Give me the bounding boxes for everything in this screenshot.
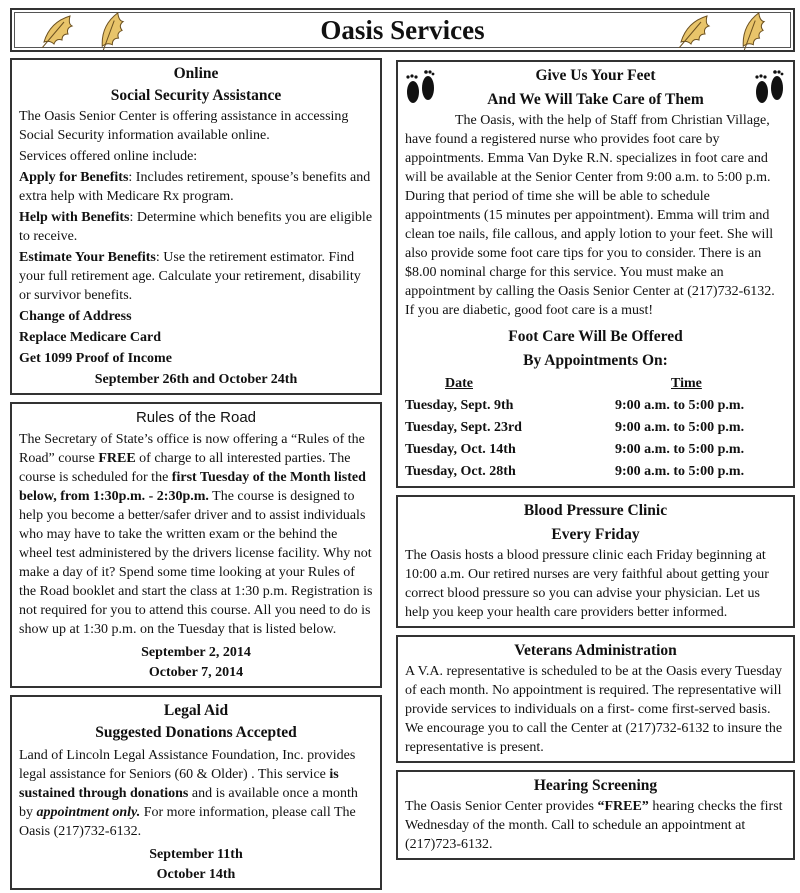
va-body: A V.A. representative is scheduled to be at the Oasis every Tuesday of each month. No appointment is required. The representative will provide services to individuals on a first- come first-served basis. We encourage you to call the Center at (217)732-6132 to insure the representative is present. bbox=[405, 664, 783, 755]
section-subtitle: And We Will Take Care of Them bbox=[487, 91, 704, 108]
page-title: Oasis Services bbox=[320, 15, 485, 45]
section-subtitle: Suggested Donations Accepted bbox=[95, 724, 297, 741]
intro-text: The Oasis Senior Center is offering assistance in accessing Social Security information available online. bbox=[19, 109, 349, 143]
column-header: Date bbox=[445, 375, 473, 391]
hearing-section bbox=[396, 770, 795, 860]
foot-care-body: The Oasis, with the help of Staff from Christian Village, have found a registered nurse who provides foot care by appointments. Emma Van Dyke R.N. specializes in foot care and will be available at the Senior Center from 9:00 a.m. to 5:00 p.m. During that period of time she will be able to schedule appointments (15 minutes per appointment). Emma will trim and clean toe nails, file callous, and apply lotion to your feet. She will also provide some foot care tips for you to consider. There is an $8.00 nominal charge for this service. You must make an appointment by calling the Oasis Senior Center at (217)732-6132. If you are diabetic, good foot care is a must! bbox=[405, 113, 775, 318]
service-item: Change of Address bbox=[19, 309, 132, 324]
service-item: Get 1099 Proof of Income bbox=[19, 351, 172, 366]
foot-care-section bbox=[396, 60, 795, 488]
section-title: Hearing Screening bbox=[533, 777, 658, 794]
appointments-heading: By Appointments On: bbox=[523, 352, 668, 369]
rules-of-road-section bbox=[10, 402, 382, 688]
veterans-section bbox=[396, 635, 795, 763]
footprints-icon bbox=[404, 68, 438, 106]
date: September 11th bbox=[149, 847, 243, 862]
section-subtitle: Every Friday bbox=[551, 526, 640, 543]
oak-leaf-icon bbox=[40, 12, 76, 48]
offered-text: Services offered online include: bbox=[19, 149, 198, 164]
appointment-table bbox=[405, 372, 786, 482]
section-title: Give Us Your Feet bbox=[535, 67, 656, 84]
date: October 7, 2014 bbox=[148, 665, 244, 680]
online-ss-section bbox=[10, 58, 382, 395]
service-item: Help with Benefits: Determine which benefits you are eligible to receive. bbox=[19, 210, 373, 244]
rules-body: The Secretary of State’s office is now offering a “Rules of the Road” course FREE of charge to all interested parties. The course is scheduled for the first Tuesday of the Month listed below, from 1:30p.m. - 2:30p.m. The course is designed to help you become a better/safer driver and to assist individuals who may have to take the written exam or the behind the wheel test administered by the drivers license facility. Why not make a day of it? Spend some time looking at your Rules of the Road booklet and start the class at 1:30 p.m. Registration is not required for you to attend this course. All you need to do is show up at 1:30 p.m. on the Tuesday that is listed below. bbox=[19, 432, 373, 637]
oak-leaf-icon bbox=[677, 12, 713, 48]
footprints-icon bbox=[753, 68, 787, 106]
service-item: Apply for Benefits: Includes retirement, spouse’s benefits and extra help with Medicare Rx program. bbox=[19, 170, 371, 204]
right-column bbox=[396, 60, 795, 860]
date: October 14th bbox=[156, 867, 236, 882]
table-row: Tuesday, Oct. 14th 9:00 a.m. to 5:00 p.m. bbox=[405, 441, 745, 457]
service-item: Estimate Your Benefits: Use the retirement estimator. Find your full retirement age. Calculate your retirement, disability or survivor benefits. bbox=[19, 250, 361, 303]
table-row: Tuesday, Sept. 23rd 9:00 a.m. to 5:00 p.m. bbox=[405, 419, 745, 435]
section-title: Blood Pressure Clinic bbox=[523, 502, 668, 519]
section-title: Legal Aid bbox=[163, 702, 229, 719]
section-subtitle: Social Security Assistance bbox=[110, 87, 282, 104]
legal-body: Land of Lincoln Legal Assistance Foundation, Inc. provides legal assistance for Seniors (60 & Older) . This service is sustained through donations and is available once a month by appointment only. For more information, please call The Oasis (217)732-6132. bbox=[19, 748, 358, 839]
blood-pressure-section bbox=[396, 495, 795, 628]
table-row: Tuesday, Oct. 28th 9:00 a.m. to 5:00 p.m. bbox=[405, 463, 745, 479]
offered-heading: Foot Care Will Be Offered bbox=[508, 328, 683, 345]
column-header: Time bbox=[671, 375, 702, 391]
oak-leaf-icon bbox=[735, 12, 771, 50]
oak-leaf-icon bbox=[94, 12, 130, 50]
section-title: Rules of the Road bbox=[135, 409, 257, 426]
left-column bbox=[10, 58, 382, 890]
table-row: Tuesday, Sept. 9th 9:00 a.m. to 5:00 p.m. bbox=[405, 397, 745, 413]
section-title: Online bbox=[173, 65, 219, 82]
section-title: Veterans Administration bbox=[514, 642, 677, 659]
legal-aid-section bbox=[10, 695, 382, 890]
service-item: Replace Medicare Card bbox=[19, 330, 162, 345]
dates: September 26th and October 24th bbox=[94, 372, 298, 387]
bp-body: The Oasis hosts a blood pressure clinic each Friday beginning at 10:00 a.m. Our retired nurses are very faithful about getting your correct blood pressure so you can advise your physician. Let us help you keep your health care providers better informed. bbox=[405, 548, 769, 620]
header-banner bbox=[10, 8, 795, 52]
date: September 2, 2014 bbox=[141, 645, 251, 660]
hearing-body: The Oasis Senior Center provides “FREE” hearing checks the first Wednesday of the month. Call to schedule an appointment at (217)723-6132. bbox=[405, 799, 783, 852]
